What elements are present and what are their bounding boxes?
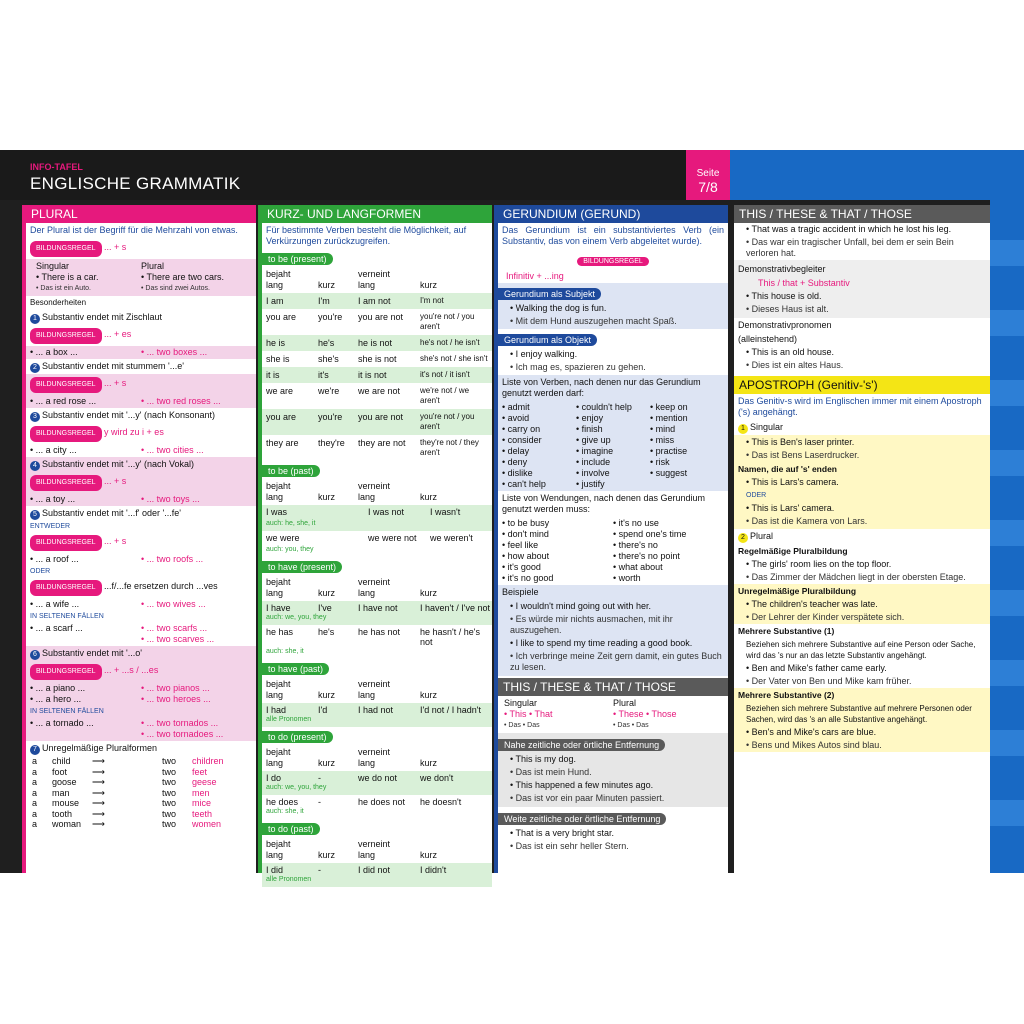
- present-row: I am I'm I am not I'm not: [262, 293, 492, 309]
- rule-6-selten: IN SELTENEN FÄLLEN: [26, 706, 256, 717]
- verb-list-item: • involve: [576, 468, 610, 478]
- phrase-list-item: • it's good: [502, 562, 541, 572]
- number-5-icon: 5: [30, 510, 40, 520]
- present-row: he is he's he is not he's not / he isn't: [262, 335, 492, 351]
- verb-list-item: • carry on: [502, 424, 541, 434]
- verb-list-item: • consider: [502, 435, 542, 445]
- present-row: she is she's she is not she's not / she isn't: [266, 354, 488, 364]
- rule-5-result-3b: • ... two scarves ...: [141, 634, 215, 644]
- rule-6-rule: ... + ...s / ...es: [104, 665, 159, 675]
- rule-badge: BILDUNGSREGEL: [30, 426, 102, 442]
- phrase-list-item: • it's no good: [502, 573, 554, 583]
- phrase-list-item: • there's no: [613, 540, 658, 550]
- verb-list-title: Liste von Verben, nach denen nur das Gerundium genutzt werden darf:: [502, 377, 701, 398]
- near-example-1-de: • Das ist mein Hund.: [510, 767, 592, 777]
- rule-5-example: • ... a roof ...: [30, 554, 79, 564]
- col-bejaht: bejaht lang: [266, 269, 291, 290]
- phrase-list-item: • how about: [502, 551, 550, 561]
- rule-badge: BILDUNGSREGEL: [30, 580, 102, 596]
- rule-6-example-1: • ... a piano ...: [30, 683, 86, 693]
- beispiel-1: • I wouldn't mind going out with her.: [510, 601, 651, 611]
- section-to-have-present: to have (present): [262, 561, 342, 573]
- verb-list-item: • finish: [576, 424, 603, 434]
- verb-list-item: • can't help: [502, 479, 546, 489]
- phrase-list-item: • there's no point: [613, 551, 680, 561]
- this-these-table: Singular Plural • This • That • These • Those • Das • Das • Das • Das: [504, 698, 677, 729]
- past-row: I was auch: he, she, it I was not I wasn't: [262, 505, 492, 531]
- apostroph-heading: APOSTROPH (Genitiv-'s'): [734, 376, 990, 394]
- grammar-sheet: [0, 150, 1024, 883]
- verb-list-item: • justify: [576, 479, 605, 489]
- demo-pronomen: Demonstrativpronomen: [738, 320, 832, 330]
- rule-5-selten: IN SELTENEN FÄLLEN: [30, 613, 104, 620]
- number-1-icon: 1: [738, 424, 748, 434]
- apostroph-p3-text: Beziehen sich mehrere Substantive auf eine Person oder Sache, wird das 's nur an das letzte Substantiv angehängt.: [746, 640, 976, 660]
- rule-3-title: Substantiv endet mit '...y' (nach Konsonant): [42, 410, 216, 420]
- phrase-list: [498, 517, 728, 585]
- apostroph-p2: Unregelmäßige Pluralbildung: [738, 586, 857, 596]
- singular-plural-table: [26, 259, 256, 296]
- irregular-row: a goose ⟶ two geese: [32, 777, 217, 787]
- example-singular: • There is a car.: [36, 272, 99, 282]
- apostroph-p4-example: • Ben's and Mike's cars are blue.: [746, 727, 877, 737]
- rule-1-example: • ... a box ...: [30, 347, 78, 357]
- verb-list-item: • mind: [650, 424, 676, 434]
- this-these-heading: THIS / THESE & THAT / THOSE: [498, 678, 728, 696]
- gerund-object-de: • Ich mag es, spazieren zu gehen.: [510, 362, 646, 372]
- demo-pronomen-2: (alleinstehend): [738, 334, 798, 344]
- rule-badge: BILDUNGSREGEL: [30, 377, 102, 393]
- apostroph-p4-text: Beziehen sich mehrere Substantive auf mehrere Personen oder Sachen, wird das 's an alle Substantive angehängt.: [746, 704, 972, 724]
- apostroph-p1-de: • Das Zimmer der Mädchen liegt in der obersten Etage.: [746, 572, 966, 582]
- section-near-distance: Nahe zeitliche oder örtliche Entfernung: [498, 739, 665, 751]
- sheet-sup: INFO-TAFEL: [30, 162, 83, 172]
- had-header: bejaht lang kurz verneint lang kurz: [266, 679, 438, 700]
- this2-example-2: • This house is old.: [746, 291, 822, 301]
- col-kurz: kurz: [318, 280, 336, 290]
- phrase-list-item: • to be busy: [502, 518, 550, 528]
- rule-4-example: • ... a toy ...: [30, 494, 76, 504]
- near-example-2: • This happened a few minutes ago.: [510, 780, 654, 790]
- rule-5-examples-2: [26, 598, 256, 611]
- rule-5-oder: ODER: [30, 568, 51, 575]
- verb-list-item: • delay: [502, 446, 530, 456]
- rule-6-result-2: • ... two heroes ...: [141, 694, 211, 704]
- plural-column: [22, 205, 256, 873]
- rule-6-result-1: • ... two pianos ...: [141, 683, 210, 693]
- apostroph-p3: Mehrere Substantive (1): [738, 626, 835, 636]
- phrase-list-item: • worth: [613, 573, 641, 583]
- gerund-rule: Infinitiv + ...ing: [506, 271, 564, 281]
- section-to-be-present: to be (present): [262, 253, 333, 265]
- phrase-list-item: • don't mind: [502, 529, 549, 539]
- rule-2-example: • ... a red rose ...: [30, 396, 97, 406]
- irregular-row: a woman ⟶ two women: [32, 819, 222, 829]
- number-2-icon: 2: [738, 533, 748, 543]
- apostroph-plural: Plural: [750, 531, 774, 541]
- verb-list-item: • admit: [502, 402, 530, 412]
- rule-1-examples: [26, 346, 256, 359]
- beispiel-2: • I like to spend my time reading a good book.: [510, 638, 693, 648]
- apostroph-names: Namen, die auf 's' enden: [738, 464, 837, 474]
- rule-3-result: • ... two cities ...: [141, 445, 204, 455]
- beispiel-1-de: • Es würde mir nichts ausmachen, mit ihr auszugehen.: [510, 614, 673, 635]
- section-to-do-present: to do (present): [262, 731, 333, 743]
- rule-5-entweder: ENTWEDER: [30, 523, 71, 530]
- beispiele-label: Beispiele: [502, 587, 539, 597]
- sheet-title: ENGLISCHE GRAMMATIK: [30, 174, 241, 193]
- this2-example-1-de: • Das war ein tragischer Unfall, bei dem er sein Bein verloren hat.: [746, 237, 954, 258]
- kurzformen-intro: Für bestimmte Verben besteht die Möglichkeit, auf Verkürzungen zurückzugreifen.: [266, 225, 467, 246]
- plural-label: Plural: [141, 261, 165, 271]
- verb-list-item: • enjoy: [576, 413, 604, 423]
- number-4-icon: 4: [30, 461, 40, 471]
- verb-list-item: • deny: [502, 457, 528, 467]
- near-example-1: • This is my dog.: [510, 754, 577, 764]
- beispiel-2-de: • Ich verbringe meine Zeit gern damit, ein gutes Buch zu lesen.: [510, 651, 722, 672]
- rule-badge: BILDUNGSREGEL: [30, 475, 102, 491]
- section-to-have-past: to have (past): [262, 663, 329, 675]
- apostroph-p1-example: • The girls' room lies on the top floor.: [746, 559, 892, 569]
- rule-1-result: • ... two boxes ...: [141, 347, 208, 357]
- rule-6-examples: [26, 682, 256, 706]
- present-row: you are you're you are not you're not / you aren't: [266, 312, 475, 331]
- number-1-icon: 1: [30, 314, 40, 324]
- apostroph-p2-example: • The children's teacher was late.: [746, 599, 878, 609]
- rule-1-rule: ... + es: [104, 329, 132, 339]
- besonderheiten-label: Besonderheiten: [30, 298, 87, 307]
- verb-list: [498, 401, 728, 491]
- example-plural: • There are two cars.: [141, 272, 225, 282]
- singular-label: Singular: [36, 261, 70, 271]
- rule-3-examples: [26, 444, 256, 457]
- rule-6-result-3a: • ... two tornados ...: [141, 718, 219, 728]
- verb-list-item: • risk: [650, 457, 670, 467]
- demo-rule: This / that + Substantiv: [758, 278, 850, 288]
- rule-badge: BILDUNGSREGEL: [30, 535, 102, 551]
- verb-list-item: [650, 479, 724, 490]
- did-header: bejaht lang kurz verneint lang kurz: [266, 839, 438, 860]
- verb-list-item: • mention: [650, 413, 688, 423]
- apostroph-names-example-1: • This is Lars's camera.: [746, 477, 839, 487]
- phrase-list-item: • what about: [613, 562, 663, 572]
- gerund-intro: Das Gerundium ist ein substantiviertes Verb (ein Substantiv, das von einem Verb abgeleitet wurde).: [502, 225, 724, 246]
- page-label: Seite: [696, 168, 720, 179]
- rule-2-examples: [26, 395, 256, 408]
- irregular-row: a child ⟶ two children: [32, 756, 224, 766]
- have-row: he has he's he has not he hasn't / he's not auch: she, it: [266, 627, 480, 655]
- gerund-heading: GERUNDIUM (GERUND): [498, 205, 728, 223]
- page-indicator: [686, 150, 730, 200]
- present-row: they are they're they are not they're not / they aren't: [266, 438, 479, 457]
- phrase-list-item: • feel like: [502, 540, 539, 550]
- demo-begleiter: Demonstrativbegleiter: [738, 264, 826, 274]
- this2-example-1: • That was a tragic accident in which he lost his leg.: [746, 224, 952, 234]
- have-row: I have I've I have not I haven't / I've not auch: we, you, they: [262, 601, 492, 625]
- right-blue-strip: [990, 200, 1024, 873]
- rule-6-example-2: • ... a hero ...: [30, 694, 82, 704]
- rule-5-example-2: • ... a wife ...: [30, 599, 80, 609]
- number-6-icon: 6: [30, 650, 40, 660]
- irregular-row: a tooth ⟶ two teeth: [32, 808, 213, 819]
- this-these-heading-2: THIS / THESE & THAT / THOSE: [734, 205, 990, 223]
- apostroph-p4: Mehrere Substantive (2): [738, 690, 835, 700]
- rule-3-rule: y wird zu i + es: [104, 427, 164, 437]
- col-verneint: verneint lang: [358, 269, 391, 290]
- rule-6-examples-3: [26, 717, 256, 741]
- rule-5-result-2: • ... two wives ...: [141, 599, 206, 609]
- to-be-past-header: bejaht lang kurz verneint lang kurz: [266, 481, 438, 502]
- to-have-header: bejaht lang kurz verneint lang kurz: [266, 577, 438, 598]
- rule-6-title: Substantiv endet mit '...o': [42, 648, 142, 658]
- apostroph-names-de: • Das ist die Kamera von Lars.: [746, 516, 868, 526]
- blue-header-block: [730, 150, 1024, 200]
- gerund-subject-de: • Mit dem Hund auszugehen macht Spaß.: [510, 316, 677, 326]
- do-header: bejaht lang kurz verneint lang kurz: [266, 747, 438, 768]
- apostroph-names-example-2: • This is Lars' camera.: [746, 503, 835, 513]
- example-plural-de: • Das sind zwei Autos.: [141, 285, 210, 292]
- rule-5-examples: [26, 553, 256, 566]
- rule-badge: BILDUNGSREGEL: [30, 328, 102, 344]
- phrase-list-title: Liste von Wendungen, nach denen das Gerundium genutzt werden muss:: [502, 493, 705, 514]
- far-example: • That is a very bright star.: [510, 828, 615, 838]
- irregular-list: [26, 756, 256, 830]
- plural-heading: PLURAL: [26, 205, 256, 223]
- apostroph-p3-de: • Der Vater von Ben und Mike kam früher.: [746, 676, 912, 686]
- section-to-do-past: to do (past): [262, 823, 320, 835]
- section-gerund-subject: Gerundium als Subjekt: [498, 288, 601, 300]
- do-row: I do - we do not we don't auch: we, you, they: [262, 771, 492, 795]
- to-be-present-table: [262, 267, 492, 293]
- title-bar: [0, 150, 730, 200]
- section-far-distance: Weite zeitliche oder örtliche Entfernung: [498, 813, 666, 825]
- kurzformen-column: [258, 205, 492, 883]
- phrase-list-item: • it's no use: [613, 518, 659, 528]
- apostroph-p3-example: • Ben and Mike's father came early.: [746, 663, 887, 673]
- phrase-list-item: • spend one's time: [613, 529, 687, 539]
- rule-4-examples: [26, 493, 256, 506]
- col-kurz-neg: kurz: [420, 280, 438, 290]
- number-7-icon: 7: [30, 745, 40, 755]
- apostroph-column: [734, 205, 990, 873]
- rule-text: ... + s: [104, 242, 127, 252]
- verb-list-item: • miss: [650, 435, 675, 445]
- apostroph-singular: Singular: [750, 422, 784, 432]
- present-row: it is it's it is not it's not / it isn't: [262, 367, 492, 383]
- kurzformen-heading: KURZ- UND LANGFORMEN: [262, 205, 492, 223]
- gerund-object-example: • I enjoy walking.: [510, 349, 578, 359]
- irregular-row: a man ⟶ two men: [32, 787, 210, 798]
- rule-3-example: • ... a city ...: [30, 445, 77, 455]
- rule-5-rule: ... + s: [104, 536, 127, 546]
- present-row: you are you're you are not you're not / you aren't: [262, 409, 492, 435]
- verb-list-item: • keep on: [650, 402, 688, 412]
- rule-2-rule: ... + s: [104, 378, 127, 388]
- rule-5-title: Substantiv endet mit '...f' oder '...fe': [42, 508, 181, 518]
- rule-4-title: Substantiv endet mit '...y' (nach Vokal): [42, 459, 195, 469]
- rule-2-title: Substantiv endet mit stummem '...e': [42, 361, 184, 371]
- verb-list-item: • give up: [576, 435, 611, 445]
- gerund-column: [494, 205, 728, 873]
- rule-5-examples-3: [26, 622, 256, 646]
- rule-6-example-3: • ... a tornado ...: [30, 718, 94, 728]
- rule-badge: BILDUNGSREGEL: [30, 664, 102, 680]
- apostroph-p2-de: • Der Lehrer der Kinder verspätete sich.: [746, 612, 905, 622]
- verb-list-item: • avoid: [502, 413, 530, 423]
- apostroph-oder: ODER: [746, 492, 767, 499]
- apostroph-singular-example: • This is Ben's laser printer.: [746, 437, 855, 447]
- verb-list-item: • imagine: [576, 446, 614, 456]
- rule-badge: BILDUNGSREGEL: [30, 241, 102, 257]
- section-gerund-object: Gerundium als Objekt: [498, 334, 597, 346]
- irregular-row: a foot ⟶ two feet: [32, 766, 208, 777]
- verb-list-item: • couldn't help: [576, 402, 632, 412]
- irregular-row: a mouse ⟶ two mice: [32, 798, 212, 808]
- gerund-subject-example: • Walking the dog is fun.: [510, 303, 607, 313]
- verb-list-item: • include: [576, 457, 611, 467]
- rule-7-title: Unregelmäßige Pluralformen: [42, 743, 158, 753]
- gerund-badge: BILDUNGSREGEL: [577, 257, 649, 266]
- had-row: I had I'd I had not I'd not / I hadn't alle Pronomen: [262, 703, 492, 727]
- verb-list-item: • suggest: [650, 468, 688, 478]
- rule-4-rule: ... + s: [104, 476, 127, 486]
- this2-example-2-de: • Dieses Haus ist alt.: [746, 304, 829, 314]
- do-row: he does - he does not he doesn't auch: she, it: [266, 797, 462, 815]
- apostroph-p4-de: • Bens und Mikes Autos sind blau.: [746, 740, 882, 750]
- past-row: we were auch: you, they we were not we weren't: [266, 533, 473, 553]
- present-row: we are we're we are not we're not / we aren't: [266, 386, 470, 405]
- plural-intro: Der Plural ist der Begriff für die Mehrzahl von etwas.: [30, 225, 238, 235]
- rule-2-result: • ... two red roses ...: [141, 396, 221, 406]
- apostroph-singular-de: • Das ist Bens Laserdrucker.: [746, 450, 860, 460]
- rule-5-example-3: • ... a scarf ...: [30, 623, 83, 633]
- rule-1-title: Substantiv endet mit Zischlaut: [42, 312, 163, 322]
- number-3-icon: 3: [30, 412, 40, 422]
- verb-list-item: • dislike: [502, 468, 533, 478]
- section-to-be-past: to be (past): [262, 465, 320, 477]
- page-number: 7/8: [698, 179, 718, 195]
- far-example-de: • Das ist ein sehr heller Stern.: [510, 841, 629, 851]
- verb-list-item: • practise: [650, 446, 688, 456]
- apostroph-p1: Regelmäßige Pluralbildung: [738, 546, 848, 556]
- near-example-2-de: • Das ist vor ein paar Minuten passiert.: [510, 793, 665, 803]
- rule-6-result-3b: • ... two tornadoes ...: [141, 729, 224, 739]
- present-rows: [262, 293, 492, 461]
- rule-5-rule-2: ...f/...fe ersetzen durch ...ves: [104, 581, 218, 591]
- example-singular-de: • Das ist ein Auto.: [36, 285, 91, 292]
- rule-5-result-3a: • ... two scarfs ...: [141, 623, 208, 633]
- rule-4-result: • ... two toys ...: [141, 494, 200, 504]
- this2-example-3: • This is an old house.: [746, 347, 835, 357]
- apostroph-intro: Das Genitiv-s wird im Englischen immer mit einem Apostroph ('s) angehängt.: [738, 396, 982, 417]
- did-row: I did - I did not I didn't alle Pronomen: [262, 863, 492, 887]
- rule-5-result: • ... two roofs ...: [141, 554, 204, 564]
- this2-example-3-de: • Dies ist ein altes Haus.: [746, 360, 844, 370]
- number-2-icon: 2: [30, 363, 40, 373]
